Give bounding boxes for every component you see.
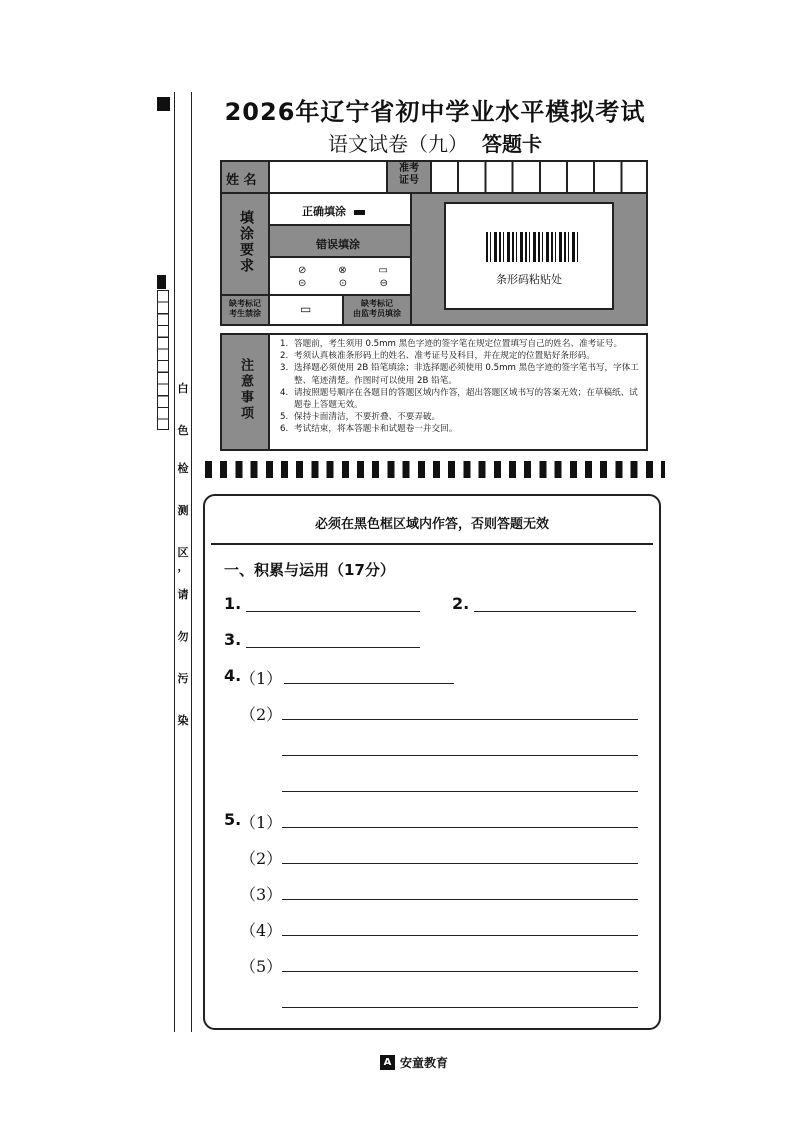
proctor-label xyxy=(342,299,412,319)
page-title: 2026年辽宁省初中学业水平模拟考试 xyxy=(224,98,646,126)
q4-sub1-answer-line[interactable] xyxy=(284,666,454,684)
q5-sub3-answer-line[interactable] xyxy=(282,882,638,900)
timing-marks xyxy=(205,461,665,478)
section-title: 一、积累与运用（17分） xyxy=(224,561,395,579)
notice-label: 注意事项 xyxy=(238,358,253,422)
wrong-marks xyxy=(298,264,398,290)
filled-mark-icon xyxy=(354,210,365,215)
q4-sub2-label: （2） xyxy=(240,705,283,724)
q5-sub5-answer-line-1[interactable] xyxy=(282,954,638,972)
question-3-answer-line[interactable] xyxy=(246,630,420,648)
footer-brand xyxy=(380,1054,448,1071)
notice-item: 3. 选择题必须使用 2B 铅笔填涂；非选择题必须使用 0.5mm 黑色字迹的签字笔书写，字体工整、笔迹清楚。作图时可以使用 2B 铅笔。 xyxy=(280,363,639,386)
subject-label: 语文试卷（九） xyxy=(328,132,468,156)
absent-mark-icon: ▭ xyxy=(300,302,312,316)
notice-item: 5. 保持卡面清洁，不要折叠、不要弄破。 xyxy=(280,412,441,423)
notice-content xyxy=(280,338,642,436)
page-subtitle xyxy=(0,128,800,157)
proctor-label-line1: 缺考标记 xyxy=(361,299,393,308)
name-field[interactable] xyxy=(268,160,388,194)
absent-label-line1: 缺考标记 xyxy=(229,299,261,308)
corner-marker-left xyxy=(157,275,166,289)
notice-item: 6. 考试结束，将本答题卡和试题卷一并交回。 xyxy=(280,424,458,435)
correct-fill-label: 正确填涂 xyxy=(302,205,346,218)
q5-sub2-answer-line[interactable] xyxy=(282,846,638,864)
notice-item: 1. 答题前，考生须用 0.5mm 黑色字迹的签字笔在规定位置填写自己的姓名、准考证号。 xyxy=(280,339,623,349)
exam-id-boxes[interactable] xyxy=(430,160,648,194)
q5-sub4-label: （4） xyxy=(240,921,283,940)
question-5-number: 5. xyxy=(224,810,242,829)
wrong-mark-icon-1: ⊘ xyxy=(298,265,307,276)
q5-sub5-label: （5） xyxy=(240,957,283,976)
exam-id-label-line1: 准考 xyxy=(399,163,419,174)
question-2-number: 2. xyxy=(452,594,470,613)
question-4-number: 4. xyxy=(224,666,242,685)
warning-divider xyxy=(211,543,653,545)
q5-sub1-answer-line[interactable] xyxy=(282,810,638,828)
absent-label xyxy=(220,299,270,319)
wrong-mark-icon-4: ⊝ xyxy=(298,278,307,289)
question-1-answer-line[interactable] xyxy=(246,594,420,612)
q5-sub3-label: （3） xyxy=(240,885,283,904)
exam-id-label xyxy=(386,163,432,187)
fill-req-label: 填涂要求 xyxy=(238,210,254,274)
q5-sub2-label: （2） xyxy=(240,849,283,868)
brand-logo-icon: A xyxy=(380,1055,395,1070)
brand-name: 安童教育 xyxy=(400,1056,449,1070)
wrong-fill-label: 错误填涂 xyxy=(316,238,360,251)
q4-sub2-answer-line-3[interactable] xyxy=(282,774,638,792)
q5-sub4-answer-line[interactable] xyxy=(282,918,638,936)
wrong-mark-icon-6: ⊖ xyxy=(379,278,388,289)
exam-id-label-line2: 证号 xyxy=(399,175,419,186)
absent-label-line2: 考生禁涂 xyxy=(229,309,261,318)
answer-warning: 必须在黑色框区域内作答，否则答题无效 xyxy=(314,517,549,532)
name-label: 姓 名 xyxy=(226,173,257,188)
q4-sub1-label: （1） xyxy=(240,669,283,688)
q4-sub2-answer-line-1[interactable] xyxy=(282,702,638,720)
wrong-mark-icon-3: ▭ xyxy=(378,265,388,276)
correct-fill-text xyxy=(302,203,365,219)
barcode-label: 条形码粘贴处 xyxy=(496,273,562,286)
question-2-answer-line[interactable] xyxy=(474,594,636,612)
q5-sub5-answer-line-2[interactable] xyxy=(282,990,638,1008)
barcode-icon xyxy=(486,232,578,262)
side-notice: 白 色 检 测 区 ， 请 勿 污 染 xyxy=(177,382,189,727)
student-info-block xyxy=(220,160,648,326)
proctor-label-line2: 由监考员填涂 xyxy=(353,309,401,318)
card-label: 答题卡 xyxy=(482,132,542,156)
notice-item: 2. 考须认真核准条形码上的姓名、准考证号及科目，并在规定的位置贴好条形码。 xyxy=(280,351,595,362)
q4-sub2-answer-line-2[interactable] xyxy=(282,738,638,756)
question-3-number: 3. xyxy=(224,630,242,649)
question-1-number: 1. xyxy=(224,594,242,613)
notice-item: 4. 请按照题号顺序在各题目的答题区域内作答，超出答题区域书写的答案无效；在草稿纸、试题卷上答题无效。 xyxy=(280,387,638,411)
wrong-mark-icon-2: ⊗ xyxy=(338,265,347,276)
q5-sub1-label: （1） xyxy=(240,813,283,832)
blank-grid xyxy=(157,290,169,430)
wrong-mark-icon-5: ⊙ xyxy=(338,278,348,289)
